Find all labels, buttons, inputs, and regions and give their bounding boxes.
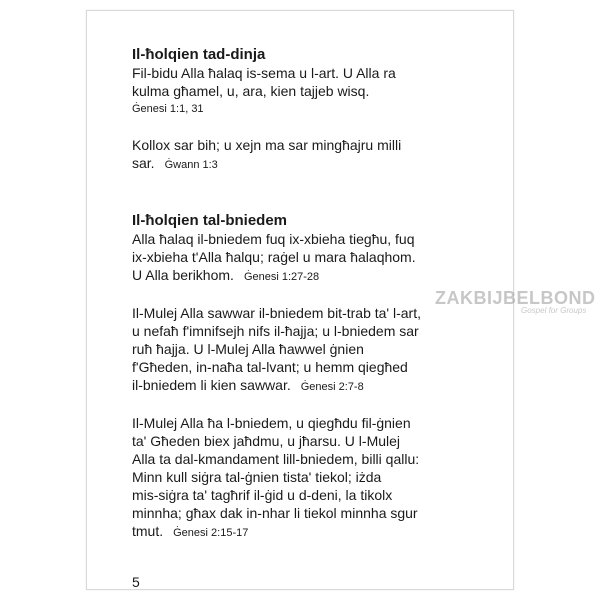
text-line: sar. — [132, 155, 155, 171]
section-title-creation-man: Il-ħolqien tal-bniedem — [132, 212, 288, 229]
scripture-reference: Ġenesi 2:7-8 — [300, 381, 364, 393]
text-line: ta' Għeden biex jaħdmu, u jħarsu. U l-Mulej — [132, 433, 401, 449]
text-line: f'Għeden, in-naħa tal-lvant; u hemm qiegħed — [132, 359, 408, 375]
paragraph — [132, 136, 492, 174]
scripture-reference: Ġwann 1:3 — [164, 159, 218, 171]
page-number: 5 — [132, 574, 140, 590]
text-line: ix-xbieha t'Alla ħalqu; raġel u mara ħalaqhom. — [132, 249, 416, 265]
text-line: tmut. — [132, 523, 164, 539]
text-line: Minn kull siġra tal-ġnien tista' tiekol; iżda — [132, 469, 382, 485]
text-line: Alla ħalaq il-bniedem fuq ix-xbieha tiegħu, fuq — [132, 231, 415, 247]
book-page — [86, 10, 596, 590]
paragraph — [132, 414, 492, 542]
paragraph — [132, 304, 492, 396]
watermark-logo — [435, 289, 596, 315]
watermark-subtext: Gospel for Groups — [521, 306, 587, 315]
text-line: Fil-bidu Alla ħalaq is-sema u l-art. U Alla ra — [132, 65, 396, 81]
scripture-reference: Ġenesi 1:1, 31 — [132, 103, 204, 115]
scripture-reference: Ġenesi 1:27-28 — [243, 271, 320, 283]
watermark-text: ZAKBIJBELBOND — [435, 288, 596, 308]
text-line: U Alla berikhom. — [132, 267, 234, 283]
text-line: Kollox sar bih; u xejn ma sar mingħajru milli — [132, 137, 402, 153]
text-line: Il-Mulej Alla sawwar il-bniedem bit-trab ta' l-art, — [132, 305, 421, 321]
text-line: il-bniedem li kien sawwar. — [132, 377, 291, 393]
text-line: Il-Mulej Alla ħa l-bniedem, u qiegħdu fil-ġnien — [132, 415, 411, 431]
text-line: mis-siġra ta' tagħrif il-ġid u d-deni, la tikolx — [132, 487, 393, 503]
text-line: minnha; għax dak in-nhar li tiekol minnha sgur — [132, 505, 418, 521]
text-line: kulma għamel, u, ara, kien tajjeb wisq. — [132, 83, 370, 99]
text-line: u nefaħ f'imnifsejh nifs il-ħajja; u l-bniedem sar — [132, 323, 419, 339]
paragraph — [132, 230, 492, 286]
section-title-creation-world: Il-ħolqien tad-dinja — [132, 46, 266, 63]
paragraph — [132, 64, 492, 118]
text-line: ruħ ħajja. U l-Mulej Alla ħawwel ġnien — [132, 341, 364, 357]
text-line: Alla ta dal-kmandament lill-bniedem, billi qallu: — [132, 451, 420, 467]
scripture-reference: Ġenesi 2:15-17 — [173, 527, 249, 539]
